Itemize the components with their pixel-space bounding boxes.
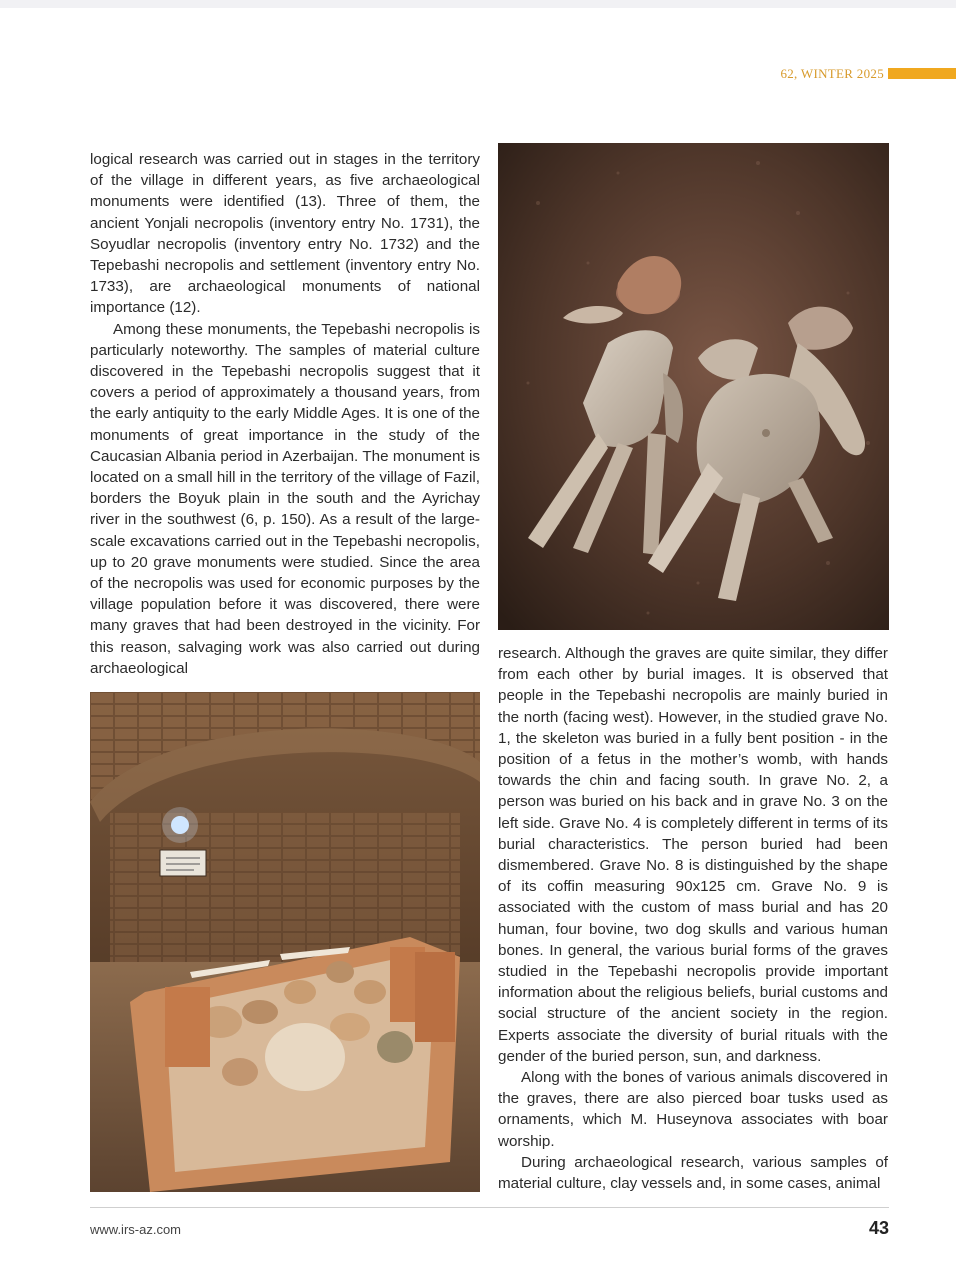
clay-horse-figurines-photo [498, 143, 889, 630]
top-strip [0, 0, 956, 8]
footer-divider [90, 1207, 889, 1208]
left-paragraph-2: Among these monuments, the Tepebashi necropolis is particularly noteworthy. The samples of material culture discovered in the Tepebashi necropolis suggest that it covers a period of approximately a thousand years, from the early antiquity to the early Middle Ages. It is one of the monuments of great importance in the study of the Caucasian Albania period in Azerbaijan. The monument is located on a small hill in the territory of the village of Fazil, borders the Boyuk plain in the south and the Ayrichay river in the southwest (6, p. 150). As a result of the large-scale excavations carried out in the Tepebashi necropolis, up to 20 grave monuments were studied. Since the area of the necropolis was used for economic purposes by the village population before it was discovered, there were many graves that had been destroyed in the vicinity. For this reason, salvaging work was also carried out during archaeological [90, 320, 480, 677]
footer-website: www.irs-az.com [90, 1222, 182, 1237]
left-column [90, 149, 480, 679]
issue-accent-bar [888, 68, 956, 79]
grave-image [90, 692, 480, 1192]
excavated-grave-photo [90, 692, 480, 1192]
right-paragraph-3: During archaeological research, various samples of material culture, clay vessels and, in some cases, animal [498, 1153, 888, 1193]
issue-label: 62, WINTER 2025 [780, 66, 884, 81]
right-paragraph-2: Along with the bones of various animals discovered in the graves, there are also pierced boar tusks used as ornaments, which M. Huseynova associates with boar worship. [498, 1069, 888, 1150]
page-number: 43 [868, 1218, 889, 1238]
right-column [498, 643, 888, 1194]
left-paragraph-1: logical research was carried out in stages in the territory of the village in different years, as five archaeological monuments were identified (13). Three of them, the ancient Yonjali necropolis (inventory entry No. 1731), the Soyudlar necropolis (inventory entry No. 1732) and the Tepebashi necropolis and settlement (inventory entry No. 1733), are archaeological monuments of national importance (12). [90, 151, 480, 317]
right-paragraph-1: research. Although the graves are quite similar, they differ from each other by burial images. It is observed that people in the Tepebashi necropolis are mainly buried in the north (facing west). However, in the studied grave No. 1, the skeleton was buried in a fully bent position - in the position of a fetus in the mother’s womb, with hands towards the chin and facing south. In grave No. 2, a person was buried on his back and in grave No. 3 on the left side. Grave No. 4 is completely different in terms of its burial characteristics. The person buried had been dismembered. Grave No. 8 is distinguished by the shape of its coffin measuring 90x125 cm. Grave No. 9 is associated with the custom of mass burial and has 20 human, four bovine, two dog skulls and various human bones. In general, the various burial forms of the graves studied in the Tepebashi necropolis provide important information about the religious beliefs, burial customs and social structure of the ancient society in the region. Experts associate the diversity of burial rituals with the gender of the buried person, sun, and darkness. [498, 645, 888, 1065]
figurines-image [498, 143, 889, 630]
